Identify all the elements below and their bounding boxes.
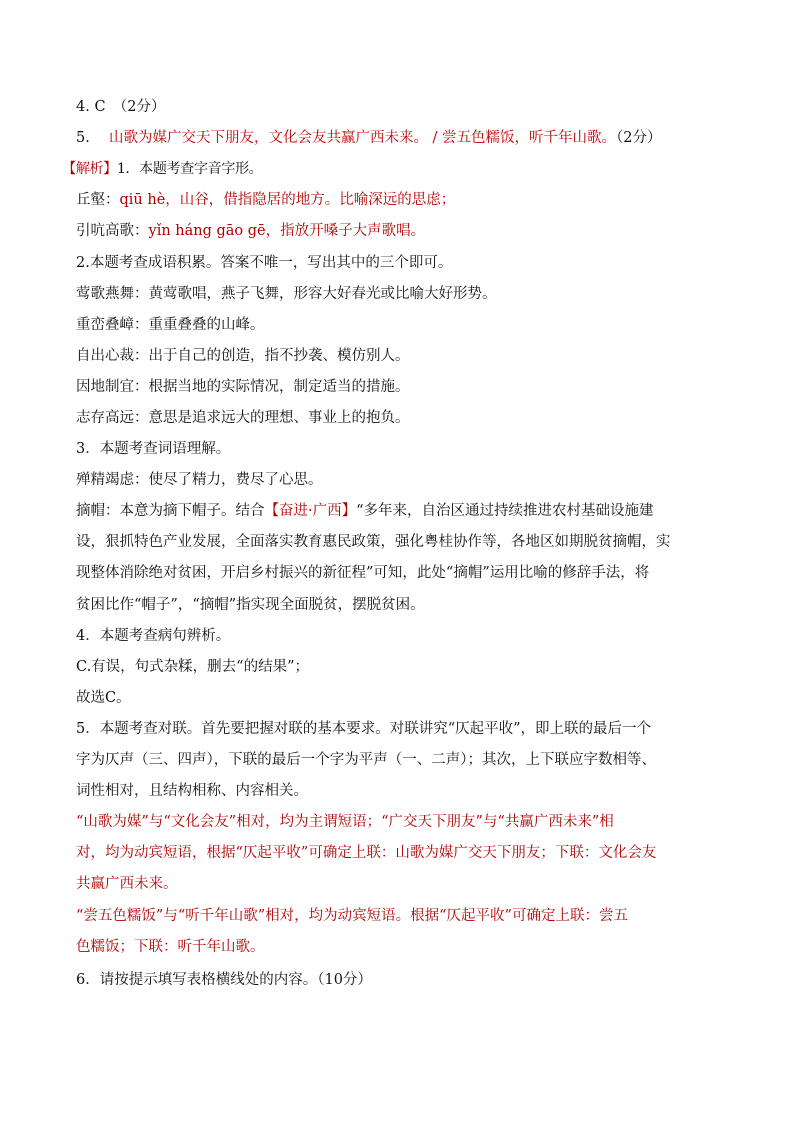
q2-item: 莺歌燕舞：黄莺歌唱，燕子飞舞，形容大好春光或比喻大好形势。: [76, 286, 497, 302]
q3-item-2-line-2: 设，狠抓特色产业发展，全面落实教育惠民政策，强化粤桂协作等，各地区如期脱贫摘帽，实: [76, 534, 671, 550]
q5-paragraph-2-line-1: “尝五色糯饭”与“听千年山歌”相对，均为动宾短语。根据“仄起平收”可确定上联：尝五: [76, 908, 628, 924]
q2-item: 重峦叠嶂：重重叠叠的山峰。: [76, 317, 265, 333]
answer-5: [76, 129, 754, 147]
q5-paragraph-1-line-2: 对，均为动宾短语，根据“仄起平收”可确定上联：山歌为媒广交天下朋友；下联：文化会友: [76, 845, 657, 861]
q2-item: 自出心裁：出于自己的创造，指不抄袭、模仿别人。: [76, 348, 410, 364]
q3-item-2-text: “多年来，自治区通过持续推进农村基础设施建: [356, 503, 654, 519]
q3-item-2-line-3: 现整体消除绝对贫困，开启乡村振兴的新征程”可知，此处“摘帽”运用比喻的修辞手法，将: [76, 565, 650, 581]
q1-head: 1．本题考查字音字形。: [116, 161, 263, 177]
question-6: 6．请按提示填写表格横线处的内容。（10分）: [76, 972, 372, 988]
q1-item-2-text: yǐn háng gāo gē，指放开嗓子大声歌唱。: [148, 223, 426, 239]
q5-paragraph-2-line-2: 色糯饭；下联：听千年山歌。: [76, 939, 265, 955]
analysis-q1-heading: [62, 160, 754, 178]
q5-head-line-3: 词性相对，且结构相称、内容相关。: [76, 783, 308, 799]
answer-5-score: （2分）: [616, 130, 662, 146]
q1-item-1: [76, 191, 754, 209]
q3-item-2-term: 摘帽：本意为摘下帽子。结合: [76, 503, 265, 519]
q5-paragraph-1-line-3: 共赢广西未来。: [76, 876, 178, 892]
answer-5-text: 山歌为媒广交天下朋友，文化会友共赢广西未来。 / 尝五色糯饭，听千年山歌。: [108, 130, 617, 146]
q4-head: 4．本题考查病句辨析。: [76, 628, 231, 644]
analysis-tag: 【解析】: [62, 161, 117, 177]
q5-paragraph-1-line-1: “山歌为媒”与“文化会友”相对，均为主谓短语；“广交天下朋友”与“共赢广西未来”相: [76, 814, 614, 830]
q3-head: 3．本题考查词语理解。: [76, 441, 231, 457]
q2-item: 志存高远：意思是追求远大的理想、事业上的抱负。: [76, 410, 410, 426]
q3-item-2-line-1: [76, 502, 754, 520]
q3-item-2-line-4: 贫困比作“帽子”，“摘帽”指实现全面脱贫，摆脱贫困。: [76, 597, 425, 613]
q5-head-line-1: 5．本题考查对联。首先要把握对联的基本要求。对联讲究“仄起平收”，即上联的最后一个: [76, 721, 652, 737]
q2-head: 2.本题考查成语积累。答案不唯一，写出其中的三个即可。: [76, 255, 453, 271]
q5-head-line-2: 字为仄声（三、四声），下联的最后一个字为平声（一、二声）；其次，上下联应字数相等、: [76, 752, 656, 768]
q3-item-1: 殚精竭虑：使尽了精力，费尽了心思。: [76, 472, 323, 488]
q1-item-2: [76, 222, 754, 240]
q1-item-2-term: 引吭高歌：: [76, 223, 149, 239]
q4-item-2: 故选C。: [76, 690, 131, 706]
q3-item-2-ref: 【奋进·广西】: [264, 503, 357, 519]
answer-5-number: 5.: [76, 130, 109, 146]
q4-item-1: C.有误，句式杂糅，删去“的结果”；: [76, 659, 310, 675]
q1-item-1-text: qiū hè，山谷，借指隐居的地方。比喻深远的思虑；: [119, 192, 456, 208]
q1-item-1-term: 丘壑：: [76, 192, 120, 208]
q2-item: 因地制宜：根据当地的实际情况，制定适当的措施。: [76, 379, 410, 395]
answer-4: 4. C （2分）: [76, 99, 166, 115]
